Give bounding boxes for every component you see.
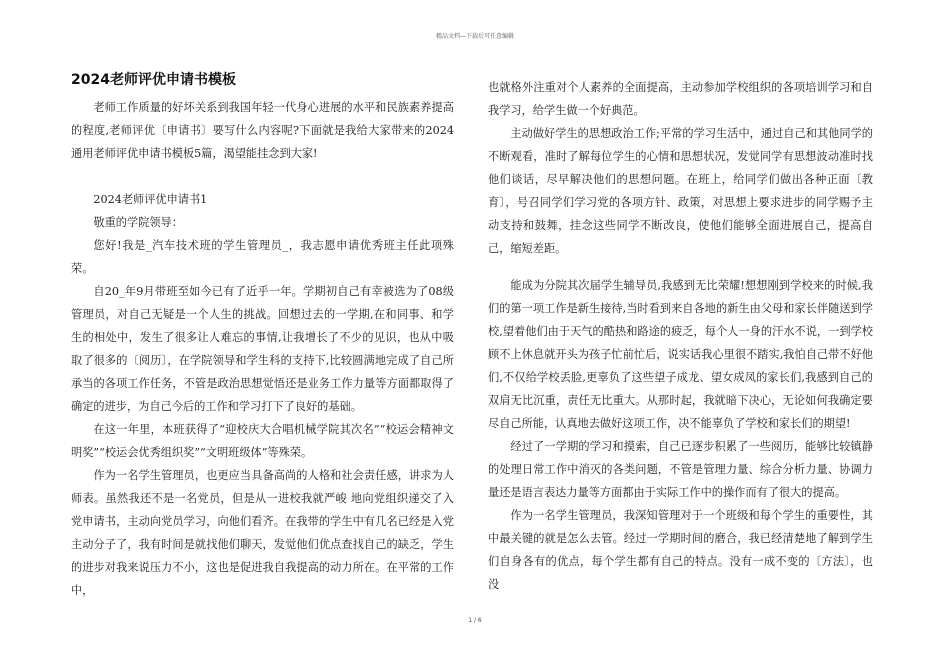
paragraph-spacer [488, 260, 873, 274]
left-column [71, 70, 454, 602]
section-heading: 2024老师评优申请书1 [93, 193, 208, 206]
intro-paragraph: 老师工作质量的好坏关系到我国年轻一代身心进展的水平和民族素养提高的程度,老师评优〔申请书〕要写什么内容呢?下面就是我给大家带来的2024通用老师评优申请书模板5篇，渴望能挂念到大家! [71, 101, 454, 160]
body-paragraph: 您好!我是_汽车技术班的学生管理员_，我志愿申请优秀班主任此项殊荣。 [71, 239, 454, 275]
paragraph-spacer [71, 165, 454, 188]
body-paragraph: 能成为分院其次届学生辅导员,我感到无比荣耀!想想刚到学校来的时候,我们的第一项工作是新生接待,当时看到来自各地的新生由父母和家长伴随送到学校,望着他们由于天气的酷热和路途的疲乏，每个人一身的汗水不说，一到学校顾不上休息就开头为孩子忙前忙后，说实话我心里很不踏实,我怕自己带不好他们,不仅给学校丢脸,更辜负了这些望子成龙、望女成凤的家长们,我感到自己的双肩无比沉重，责任无比重大。从那时起，我就暗下决心，无论如何我确定要尽自己所能，认真地去做好这项工作，决不能辜负了学校和家长们的期望! [488, 279, 873, 430]
body-paragraph: 主动做好学生的思想政治工作;平常的学习生活中，通过自己和其他同学的不断观看，准时了解每位学生的心情和思想状况，发觉同学有思想波动准时找他们谈话，尽早解决他们的思想问题。在班上，给同学们做出各种正面〔教育〕，号召同学们学习党的各项方针、政策，对思想上要求进步的同学赐予主动支持和鼓舞，挂念这些同学不断改良，使他们能够全面进展自己，提高自己，缩短差距。 [488, 127, 873, 255]
body-paragraph: 作为一名学生管理员，我深知管理对于一个班级和每个学生的重要性，其中最关键的就是怎么去管。经过一学期时间的磨合，我已经清楚地了解到学生们自身各有的优点，每个学生都有自己的特点。没有一成不变的〔方法〕，也没 [488, 509, 873, 591]
right-column [488, 76, 873, 596]
body-paragraph: 自20_年9月带班至如今已有了近乎一年。学期初自己有幸被选为了08级管理员，对自己无疑是一个人生的挑战。回想过去的一学期,在和同事、和学生的相处中，发生了很多让人难忘的事情,让我增长了不少的见识，也从中吸取了很多的〔阅历〕，在学院领导和学生科的支持下,比较圆满地完成了自己所承当的各项工作任务，不管是政治思想觉悟还是业务工作力量等方面都取得了确定的进步，为自己今后的工作和学习打下了良好的基础。 [71, 285, 454, 413]
salutation: 敬重的学院领导： [93, 216, 183, 229]
body-paragraph: 也就格外注重对个人素养的全面提高，主动参加学校组织的各项培训学习和自我学习，给学生做一个好典范。 [488, 81, 873, 117]
page-number: 1 / 6 [468, 617, 482, 624]
body-paragraph: 经过了一学期的学习和摸索，自己已逐步积累了一些阅历，能够比较镇静的处理日常工作中消灭的各类问题，不管是管理力量、综合分析力量、协调力量还是语言表达力量等方面都由于实际工作中的操作而有了很大的提高。 [488, 440, 873, 499]
body-paragraph: 在这一年里，本班获得了“迎校庆大合唱机械学院其次名”“校运会精神文明奖”“校运会优秀组织奖”“文明班级体”等殊荣。 [71, 423, 454, 459]
page-header: 精品文档—下载后可任意编辑 [435, 33, 514, 40]
body-paragraph: 作为一名学生管理员，也更应当具备高尚的人格和社会责任感，讲求为人师表。虽然我还不是一名党员，但是从一进校我就严峻 地向党组织递交了入党申请书，主动向党员学习，向他们看齐。在我带的学生中有几名已经是入党主动分子了，我有时间是就找他们聊天，发觉他们优点查找自己的缺乏，学生的进步对我来说压力不小，这也是促进我自我提高的动力所在。在平常的工作中， [71, 469, 454, 597]
document-title: 2024老师评优申请书模板 [71, 72, 236, 88]
